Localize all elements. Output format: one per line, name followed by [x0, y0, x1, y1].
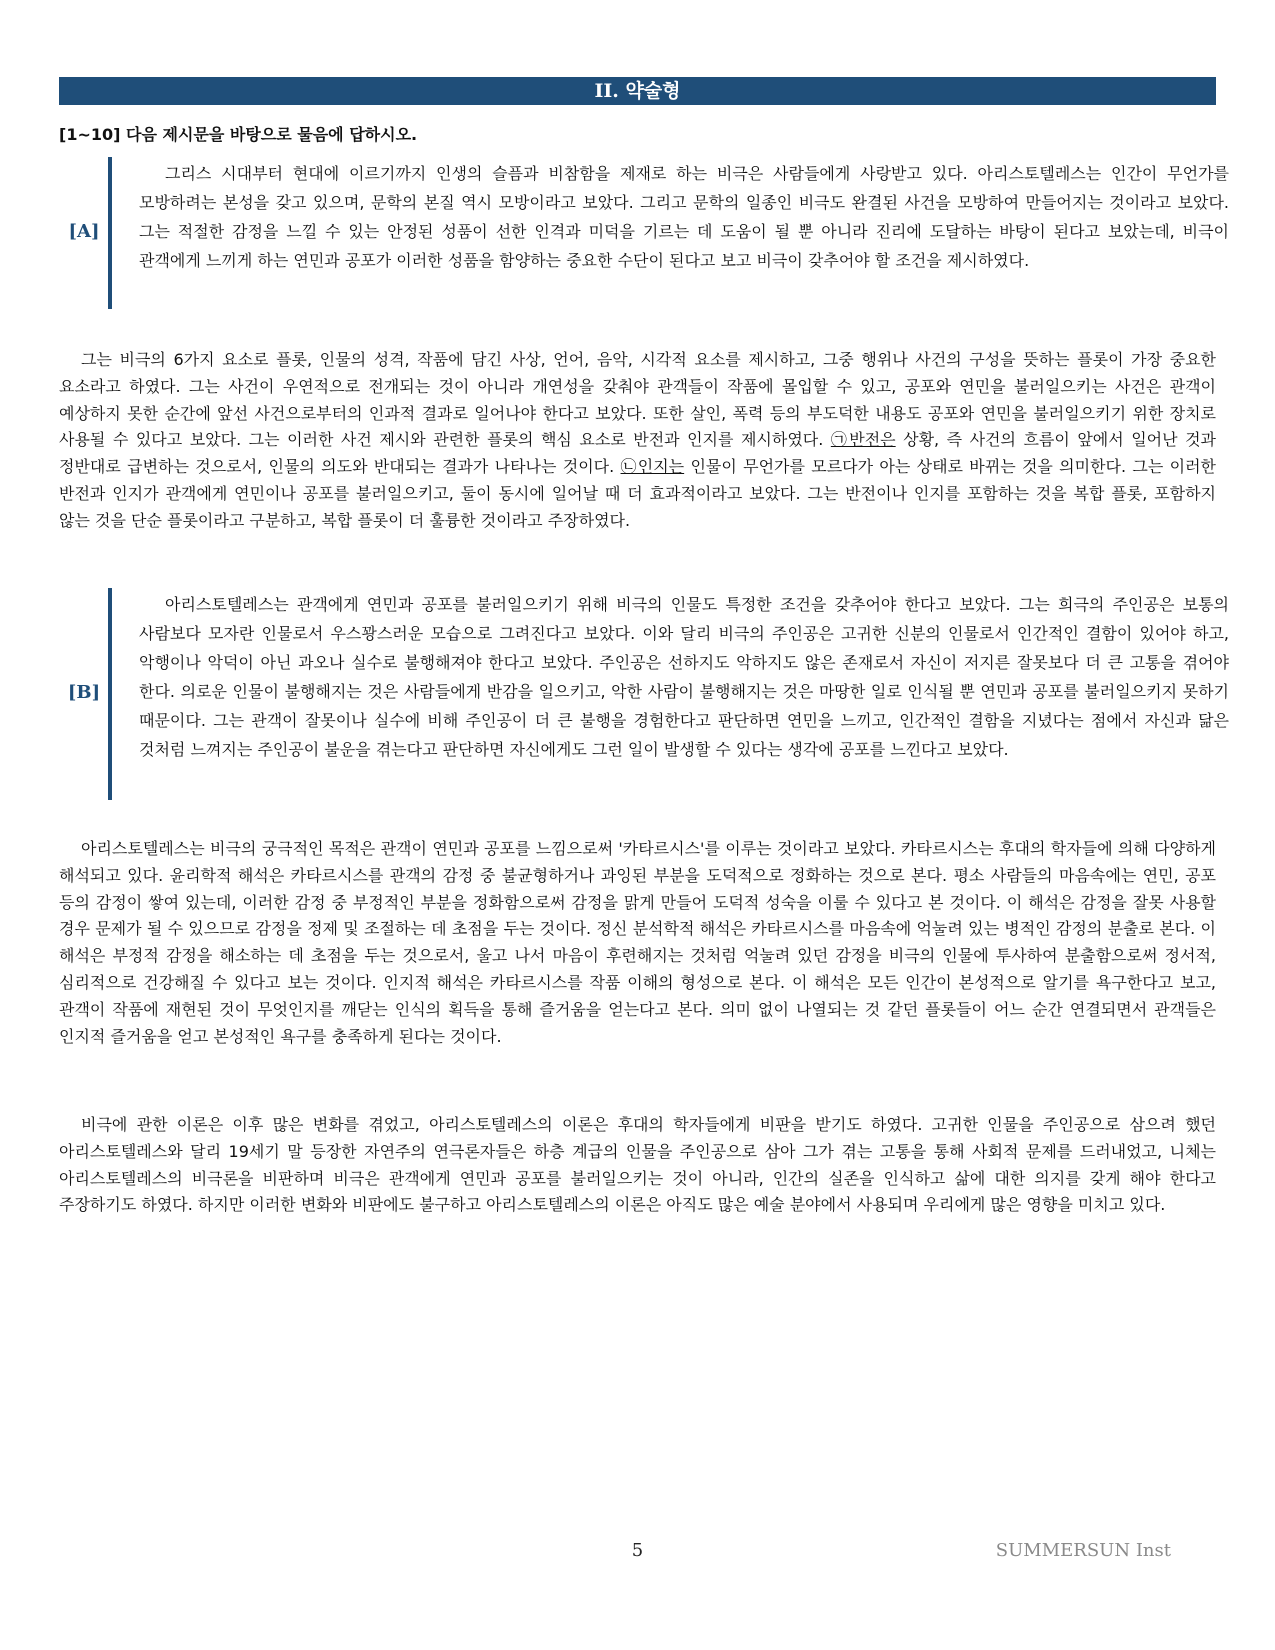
- page-number: 5: [631, 1540, 644, 1561]
- term-reversal: ㉠반전은: [830, 430, 896, 450]
- paragraph-catharsis: 아리스토텔레스는 비극의 궁극적인 목적은 관객이 연민과 공포를 느낌으로써 '카타르시스'를 이루는 것이라고 보았다. 카타르시스는 후대의 학자들에 의해 다양하게 해석되고 있다. 윤리학적 해석은 카타르시스를 관객의 감정 중 불균형하거나 과잉된 부분을 도덕적으로 정화하는 것으로 본다. 평소 사람들의 마음속에는 연민, 공포 등의 감정이 쌓여 있는데, 이러한 감정 중 부정적인 부분을 정화함으로써 감정을 맑게 만들어 도덕적 성숙을 이룰 수 있다고 본 것이다. 이 해석은 감정을 잘못 사용할 경우 문제가 될 수 있으므로 감정을 정제 및 조절하는 데 초점을 두는 것이다. 정신 분석학적 해석은 카타르시스를 마음속에 억눌려 있는 병적인 감정의 분출로 본다. 이 해석은 부정적 감정을 해소하는 데 초점을 두는 것으로서, 울고 나서 마음이 후련해지는 것처럼 억눌려 있던 감정을 비극의 인물에 투사하여 분출함으로써 정서적, 심리적으로 건강해질 수 있다고 보는 것이다. 인지적 해석은 카타르시스를 작품 이해의 형성으로 본다. 이 해석은 모든 인간이 본성적으로 알기를 욕구한다고 보고, 관객이 작품에 재현된 것이 무엇인지를 깨닫는 인식의 획득을 통해 즐거움을 얻는다고 본다. 의미 없이 나열되는 것 같던 플롯들이 어느 순간 연결되면서 관객들은 인지적 즐거움을 얻고 본성적인 욕구를 충족하게 된다는 것이다.: [59, 839, 1216, 1046]
- passage-b-tag: [B]: [67, 682, 101, 703]
- paragraph-1-part-3: 인물이 무언가를 모르다가 아는 상태로 바뀌는 것을 의미한다. 그는 이러한 반전과 인지가 관객에게 연민이나 공포를 불러일으키고, 둘이 동시에 일어날 때 더 효과적이라고 보았다. 그는 반전이나 인지를 포함하는 것을 복합 플롯, 포함하지 않는 것을 단순 플롯이라고 구분하고, 복합 플롯이 더 훌륭한 것이라고 주장하였다.: [59, 457, 1216, 530]
- section-title-banner: II. 약술형: [59, 77, 1216, 105]
- paragraph-criticism: 비극에 관한 이론은 이후 많은 변화를 겪었고, 아리스토텔레스의 이론은 후대의 학자들에게 비판을 받기도 하였다. 고귀한 인물을 주인공으로 삼으려 했던 아리스토텔레스와 달리 19세기 말 등장한 자연주의 연극론자들은 하층 계급의 인물을 주인공으로 삼아 그가 겪는 고통을 통해 사회적 문제를 드러내었고, 니체는 아리스토텔레스의 비극론을 비판하며 비극은 관객에게 연민과 공포를 불러일으키는 것이 아니라, 인간의 실존을 인식하고 삶에 대한 의지를 갖게 해야 한다고 주장하기도 하였다. 하지만 이러한 변화와 비판에도 불구하고 아리스토텔레스의 이론은 아직도 많은 예술 분야에서 사용되며 우리에게 많은 영향을 미치고 있다.: [59, 1115, 1216, 1215]
- passage-a-tag: [A]: [68, 221, 100, 242]
- passage-a-text: 그리스 시대부터 현대에 이르기까지 인생의 슬픔과 비참함을 제재로 하는 비극은 사람들에게 사랑받고 있다. 아리스토텔레스는 인간이 무언가를 모방하려는 본성을 갖고 있으며, 문학의 본질 역시 모방이라고 보았다. 그리고 문학의 일종인 비극도 완결된 사건을 모방하여 만들어지는 것이라고 보았다. 그는 적절한 감정을 느낄 수 있는 안정된 성품이 선한 인격과 미덕을 기르는 데 도움이 될 뿐 아니라 진리에 도달하는 바탕이 된다고 보았는데, 비극이 관객에게 느끼게 하는 연민과 공포가 이러한 성품을 함양하는 중요한 수단이 된다고 보고 비극이 갖추어야 할 조건을 제시하였다.: [139, 164, 1229, 270]
- passage-b-bracket-bar: [108, 588, 112, 800]
- paragraph-plot-elements: [59, 347, 1216, 535]
- footer-brand: SUMMERSUN Inst: [995, 1540, 1171, 1561]
- paragraph-1-part-2: 상황, 즉 사건의 흐름이 앞에서 일어난 것과 정반대로 급변하는 것으로서, 인물의 의도와 반대되는 결과가 나타나는 것이다.: [59, 430, 1216, 477]
- passage-a-box: [59, 157, 1229, 309]
- term-recognition: ㉡인지는: [620, 457, 685, 477]
- paragraph-1-part-1: 그는 비극의 6가지 요소로 플롯, 인물의 성격, 작품에 담긴 사상, 언어, 음악, 시각적 요소를 제시하고, 그중 행위나 사건의 구성을 뜻하는 플롯이 가장 중요한 요소라고 하였다. 그는 사건이 우연적으로 전개되는 것이 아니라 개연성을 갖춰야 관객들이 작품에 몰입할 수 있고, 공포와 연민을 불러일으키는 사건은 관객이 예상하지 못한 순간에 앞선 사건으로부터의 인과적 결과로 일어나야 한다고 보았다. 또한 살인, 폭력 등의 부도덕한 내용도 공포와 연민을 불러일으키기 위한 장치로 사용될 수 있다고 보았다. 그는 이러한 사건 제시와 관련한 플롯의 핵심 요소로 반전과 인지를 제시하였다.: [59, 350, 1216, 450]
- passage-a-bracket-bar: [108, 157, 112, 309]
- passage-b-text: 아리스토텔레스는 관객에게 연민과 공포를 불러일으키기 위해 비극의 인물도 특정한 조건을 갖추어야 한다고 보았다. 그는 희극의 주인공은 보통의 사람보다 모자란 인물로서 우스꽝스러운 모습으로 그려진다고 보았다. 이와 달리 비극의 주인공은 고귀한 신분의 인물로서 인간적인 결함이 있어야 하고, 악행이나 악덕이 아닌 과오나 실수로 불행해져야 한다고 보았다. 주인공은 선하지도 악하지도 않은 존재로서 자신이 저지른 잘못보다 더 큰 고통을 겪어야 한다. 의로운 인물이 불행해지는 것은 사람들에게 반감을 일으키고, 악한 사람이 불행해지는 것은 마땅한 일로 인식될 뿐 연민과 공포를 불러일으키지 못하기 때문이다. 그는 관객이 잘못이나 실수에 비해 주인공이 더 큰 불행을 경험한다고 판단하면 연민을 느끼고, 인간적인 결함을 지녔다는 점에서 자신과 닮은 것처럼 느껴지는 주인공이 불운을 겪는다고 판단하면 자신에게도 그런 일이 발생할 수 있다는 생각에 공포를 느낀다고 보았다.: [139, 595, 1229, 759]
- passage-b-box: [59, 588, 1229, 800]
- question-instruction: [1~10] 다음 제시문을 바탕으로 물음에 답하시오.: [59, 125, 418, 144]
